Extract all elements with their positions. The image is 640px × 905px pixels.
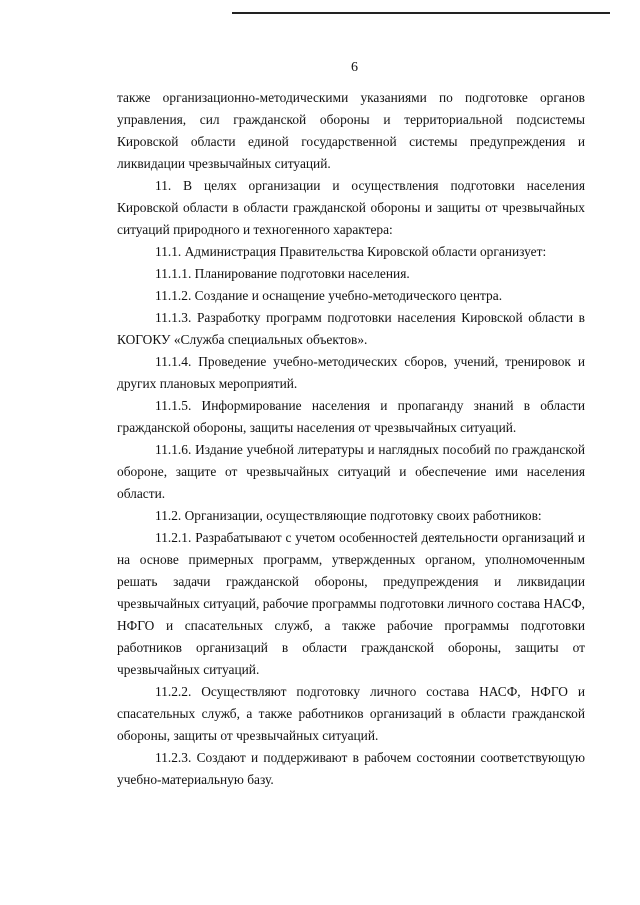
paragraph: 11.1.1. Планирование подготовки населения. [155, 266, 410, 281]
document-body [117, 87, 585, 791]
paragraph: 11.1.2. Создание и оснащение учебно-методического центра. [155, 288, 503, 303]
paragraph: 11.2.1. Разрабатывают с учетом особенностей деятельности организаций и на основе примерных программ, утвержденных органом, уполномоченным решать задачи гражданской обороны, предупреждения и ликвидации чрезвычайных ситуаций, рабочие программы подготовки личного состава НАСФ, НФГО и спасательных служб, а также рабочие программы подготовки работников организаций в области гражданской обороны, защиты от чрезвычайных ситуаций. [117, 530, 585, 677]
paragraph: 11.2.3. Создают и поддерживают в рабочем состоянии соответствующую учебно-материальную базу. [117, 750, 585, 787]
page-number: 6 [351, 60, 358, 75]
paragraph: также организационно-методическими указаниями по подготовке органов управления, сил гражданской обороны и территориальной подсистемы Кировской области единой государственной системы предупреждения и ликвидации чрезвычайных ситуаций. [117, 90, 585, 171]
paragraph: 11.1.4. Проведение учебно-методических сборов, учений, тренировок и других плановых мероприятий. [117, 354, 585, 391]
paragraph: 11.2. Организации, осуществляющие подготовку своих работников: [155, 508, 542, 523]
paragraph: 11. В целях организации и осуществления подготовки населения Кировской области в области гражданской обороны и защиты от чрезвычайных ситуаций природного и техногенного характера: [117, 178, 585, 237]
top-rule [232, 12, 610, 14]
paragraph: 11.1.3. Разработку программ подготовки населения Кировской области в КОГОКУ «Служба специальных объектов». [117, 310, 585, 347]
paragraph: 11.1.5. Информирование населения и пропаганду знаний в области гражданской обороны, защиты населения от чрезвычайных ситуаций. [117, 398, 585, 435]
paragraph: 11.1. Администрация Правительства Кировской области организует: [155, 244, 547, 259]
paragraph: 11.2.2. Осуществляют подготовку личного состава НАСФ, НФГО и спасательных служб, а также работников организаций в области гражданской обороны, защиты от чрезвычайных ситуаций. [117, 684, 585, 743]
paragraph: 11.1.6. Издание учебной литературы и наглядных пособий по гражданской обороне, защите от чрезвычайных ситуаций и обеспечение ими населения области. [117, 442, 585, 501]
